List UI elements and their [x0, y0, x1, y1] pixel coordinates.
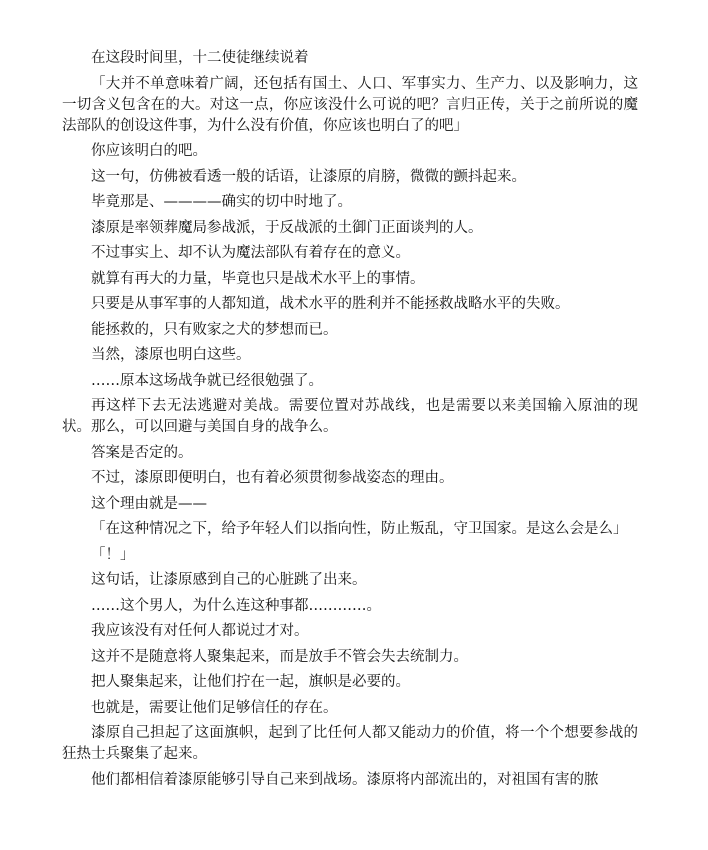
paragraph: 能拯救的，只有败家之犬的梦想而已。 — [91, 321, 338, 338]
document-page — [62, 48, 638, 795]
paragraph: ……原本这场战争就已经很勉强了。 — [91, 372, 323, 389]
paragraph: 漆原自己担起了这面旗帜，起到了比任何人都又能动力的价值，将一个个想要参战的狂热士兵聚集了起来。 — [62, 725, 638, 762]
paragraph: 不过，漆原即便明白，也有着必须贯彻参战姿态的理由。 — [91, 470, 454, 486]
paragraph: 我应该没有对任何人都说过才对。 — [91, 623, 309, 639]
paragraph: 毕竟那是、————确实的切中时地了。 — [91, 194, 352, 210]
paragraph: 「大并不单意味着广阔，还包括有国土、人口、军事实力、生产力、以及影响力，这一切含义包含在的大。对这一点，你应该没什么可说的吧？言归正传，关于之前所说的魔法部队的创设这件事，为什么没有价值，你应该也明白了的吧」 — [62, 75, 638, 134]
paragraph: 在这段时间里，十二使徒继续说着 — [91, 50, 309, 66]
paragraph: 这并不是随意将人聚集起来，而是放手不管会失去统制力。 — [91, 648, 468, 665]
paragraph: 「在这种情况之下，给予年轻人们以指向性，防止叛乱，守卫国家。是这么会是么」 — [91, 521, 628, 537]
paragraph: ……这个男人，为什么连这种事都…………。 — [91, 597, 381, 614]
paragraph: 也就是，需要让他们足够信任的存在。 — [91, 699, 338, 716]
paragraph: 只要是从事军事的人都知道，战术水平的胜利并不能拯救战略水平的失败。 — [91, 296, 570, 312]
paragraph: 这一句，仿佛被看透一般的话语，让漆原的肩膀，微微的颤抖起来。 — [91, 168, 526, 185]
paragraph: 你应该明白的吧。 — [91, 143, 207, 159]
paragraph: 他们都相信着漆原能够引导自己来到战场。漆原将内部流出的，对祖国有害的脓 — [91, 771, 599, 788]
paragraph: 再这样下去无法逃避对美战。需要位置对苏战线，也是需要以来美国输入原油的现状。那么，可以回避与美国自身的战争么。 — [62, 398, 638, 435]
paragraph: 就算有再大的力量，毕竟也只是战术水平上的事情。 — [91, 270, 425, 287]
paragraph: 当然，漆原也明白这些。 — [91, 347, 251, 363]
paragraph: 这个理由就是—— — [91, 495, 207, 512]
paragraph: 答案是否定的。 — [91, 444, 193, 461]
paragraph: 漆原是率领葬魔局参战派，于反战派的土御门正面谈判的人。 — [91, 219, 483, 236]
paragraph: 「！」 — [91, 546, 135, 563]
paragraph: 这句话，让漆原感到自己的心脏跳了出来。 — [91, 572, 367, 588]
paragraph: 不过事实上、却不认为魔法部队有着存在的意义。 — [91, 245, 410, 261]
paragraph: 把人聚集起来，让他们拧在一起，旗帜是必要的。 — [91, 674, 410, 690]
